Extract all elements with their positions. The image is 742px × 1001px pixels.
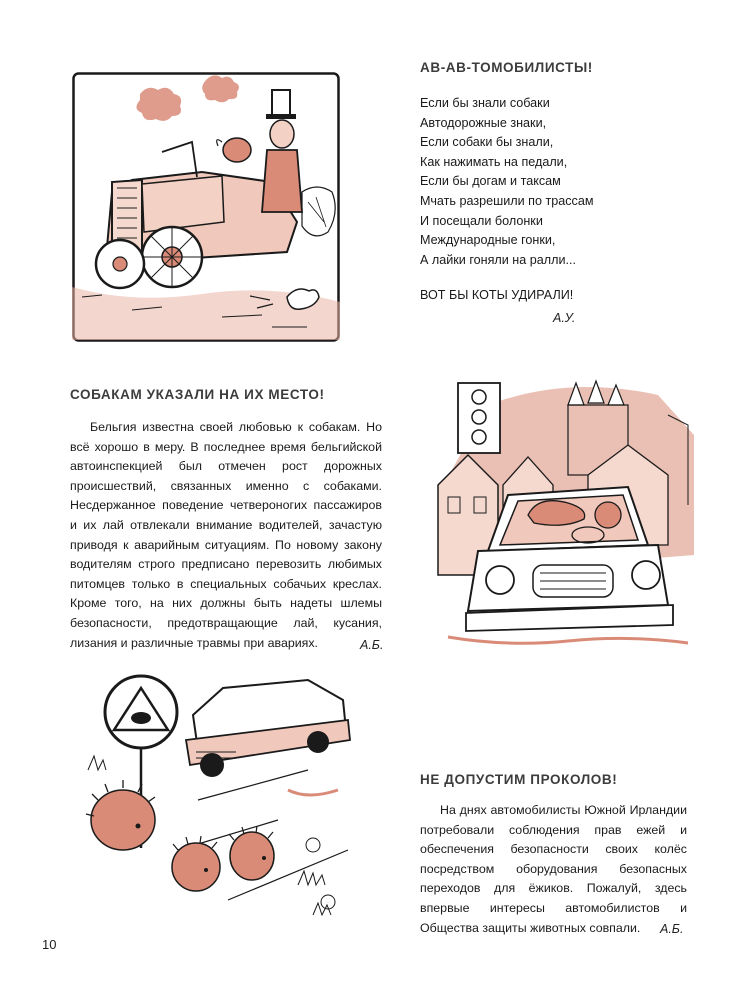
illustration-vintage-car-dog	[72, 72, 340, 342]
illustration-town-car	[428, 375, 694, 655]
poem-line: Мчать разрешили по трассам	[420, 193, 594, 208]
article2-body	[420, 801, 687, 938]
article1-paragraph: Бельгия известна своей любовью к собакам. Но всё хорошо в меру. В последнее время бельгийской автоинспекцией был отмечен рост дорожных происшествий, связанных именно с собаками. Несдержанное поведение четвероногих пассажиров и их лай отвлекали внимание водителей, зачастую приводя к аварийным ситуациям. По новому закону водителям строго предписано перевозить любимых питомцев только в специальных собачьих креслах. Кроме того, на них должны быть надеты шлемы безопасности, предотвращающие лай, кусания, лизания и различные травмы при авариях.	[70, 420, 382, 650]
poem-finale: ВОТ БЫ КОТЫ УДИРАЛИ!	[420, 288, 574, 302]
poem-line: И посещали болонки	[420, 213, 543, 228]
poem-line: А лайки гоняли на ралли...	[420, 252, 577, 267]
poem-lines	[420, 94, 700, 270]
poem-line: Если собаки бы знали,	[420, 135, 554, 150]
article2-title: НЕ ДОПУСТИМ ПРОКОЛОВ!	[420, 772, 618, 787]
article2-paragraph: На днях автомобилисты Южной Ирландии потребовали соблюдения прав ежей и обеспечения безопасности своих колёс посредством оборудования безопасных переходов для ёжиков. Пожалуй, здесь впервые интересы автомобилистов и Общества защиты животных совпали.	[420, 803, 687, 935]
poem-line: Если бы догам и таксам	[420, 174, 561, 189]
poem-author: А.У.	[553, 311, 576, 325]
page-number: 10	[42, 937, 57, 952]
poem-line: Как нажимать на педали,	[420, 154, 568, 169]
poem-line: Международные гонки,	[420, 233, 556, 248]
article1-title: СОБАКАМ УКАЗАЛИ НА ИХ МЕСТО!	[70, 387, 325, 402]
poem-line: Автодорожные знаки,	[420, 115, 547, 130]
article2-author: А.Б.	[660, 922, 684, 936]
article1-body	[70, 418, 382, 653]
poem-title: АВ-АВ-ТОМОБИЛИСТЫ!	[420, 60, 593, 75]
illustration-hedgehogs-crossing	[78, 670, 376, 942]
article1-author: А.Б.	[360, 638, 384, 652]
poem-line: Если бы знали собаки	[420, 96, 550, 110]
